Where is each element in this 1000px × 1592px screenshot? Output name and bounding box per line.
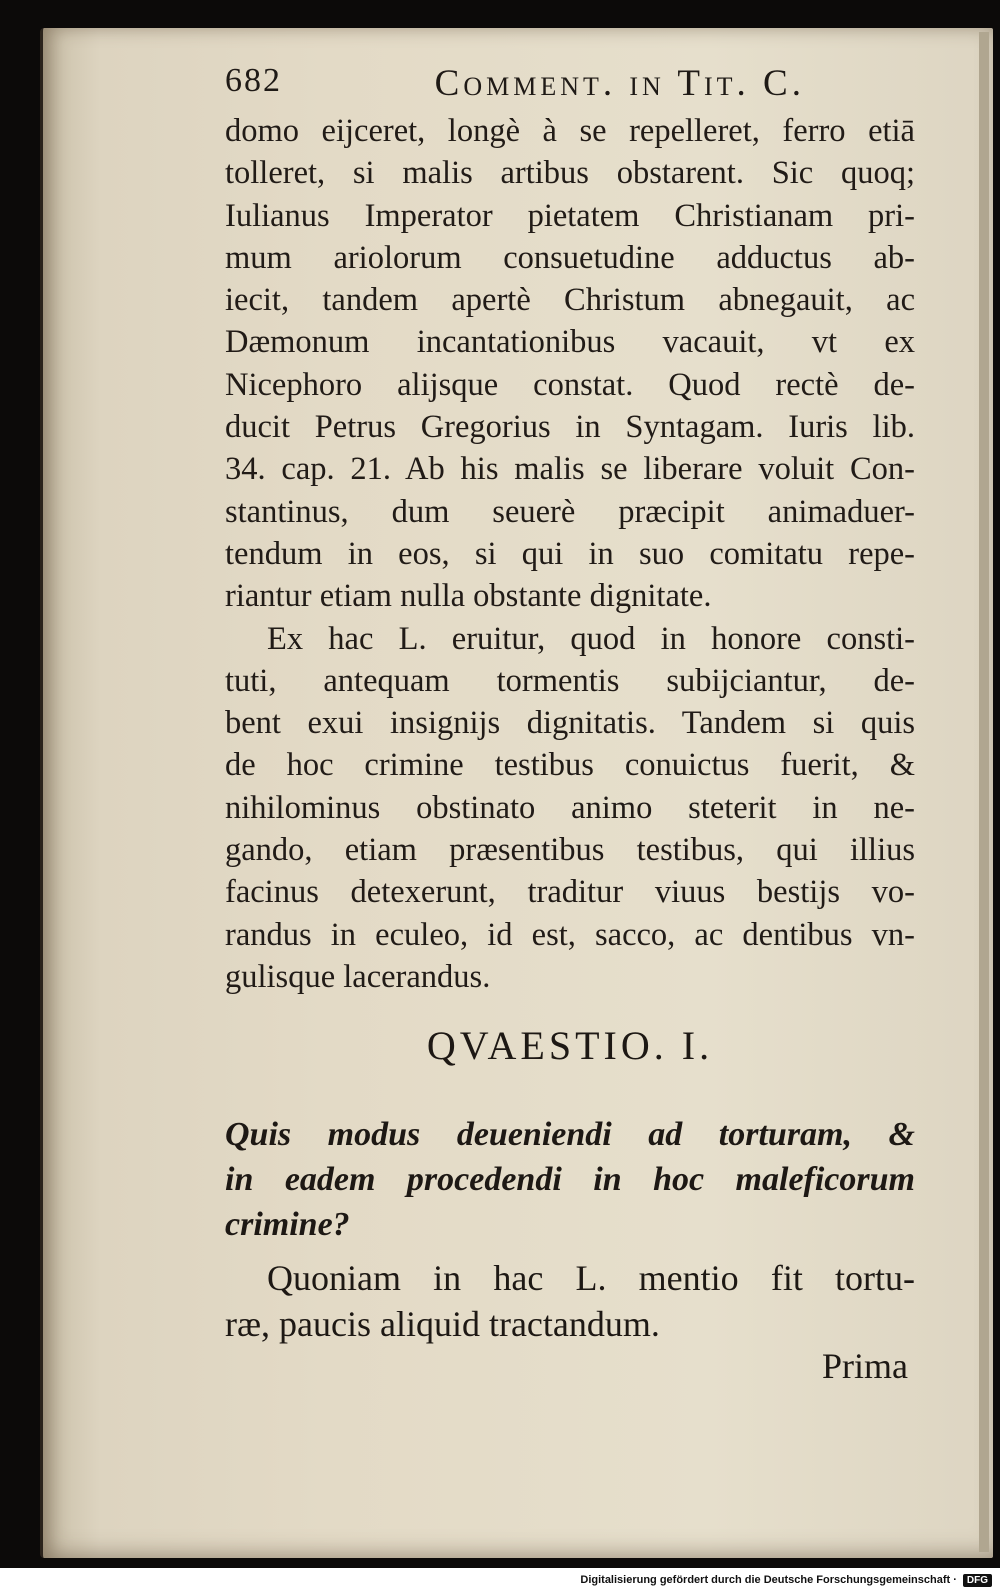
text-line: randus in eculeo, id est, sacco, ac dentibus vn- — [225, 916, 915, 953]
question-text — [225, 1112, 915, 1247]
text-line: gulisque lacerandus. — [225, 958, 491, 995]
digitization-footer — [0, 1568, 1000, 1592]
text-line: nihilominus obstinato animo steterit in ne- — [225, 789, 915, 826]
question-line: crimine? — [225, 1206, 350, 1243]
text-line: 34. cap. 21. Ab his malis se liberare voluit Con- — [225, 451, 915, 488]
text-line: iecit, tandem apertè Christum abnegauit, ac — [225, 282, 915, 319]
text-line: Nicephoro alijsque constat. Quod rectè de- — [225, 366, 915, 403]
text-line: mum ariolorum consuetudine adductus ab- — [225, 239, 915, 276]
page-edge — [979, 32, 989, 1552]
text-line: Iulianus Imperator pietatem Christianam pri- — [225, 197, 915, 234]
question-line: Quis modus deueniendi ad torturam, & — [225, 1116, 915, 1153]
answer-line: Quoniam in hac L. mentio fit tortu- — [267, 1258, 915, 1298]
text-line: riantur etiam nulla obstante dignitate. — [225, 578, 712, 615]
footer-text: Digitalisierung gefördert durch die Deutsche Forschungsgemeinschaft · — [580, 1574, 957, 1586]
text-line: ducit Petrus Gregorius in Syntagam. Iuris lib. — [225, 409, 915, 446]
text-line: stantinus, dum seuerè præcipit animaduer- — [225, 493, 915, 530]
text-line: de hoc crimine testibus conuictus fuerit, & — [225, 747, 915, 784]
text-line: gando, etiam præsentibus testibus, qui illius — [225, 832, 915, 869]
text-line: tolleret, si malis artibus obstarent. Sic quoq; — [225, 155, 915, 192]
text-line: Dæmonum incantationibus vacauit, vt ex — [225, 324, 915, 361]
text-line: tuti, antequam tormentis subijciantur, de- — [225, 662, 915, 699]
text-line: bent exui insignijs dignitatis. Tandem si quis — [225, 705, 915, 742]
body-text — [225, 110, 915, 998]
text-line: domo eijceret, longè à se repelleret, ferro etiā — [225, 113, 915, 149]
question-line: in eadem procedendi in hoc maleficorum — [225, 1161, 915, 1198]
dfg-logo: DFG — [963, 1574, 992, 1587]
running-title: Comment. in Tit. C. — [434, 63, 805, 104]
catchword: Prima — [822, 1346, 908, 1386]
page-number: 682 — [225, 62, 282, 99]
answer-line: ræ, paucis aliquid tractandum. — [225, 1304, 660, 1344]
text-line: facinus detexerunt, traditur viuus bestijs vo- — [225, 874, 915, 911]
text-line: Ex hac L. eruitur, quod in honore consti- — [267, 620, 915, 657]
running-head — [225, 62, 915, 105]
text-line: tendum in eos, si qui in suo comitatu repe- — [225, 535, 915, 572]
answer-text — [225, 1255, 915, 1347]
section-heading: QVAESTIO. I. — [426, 1023, 714, 1068]
